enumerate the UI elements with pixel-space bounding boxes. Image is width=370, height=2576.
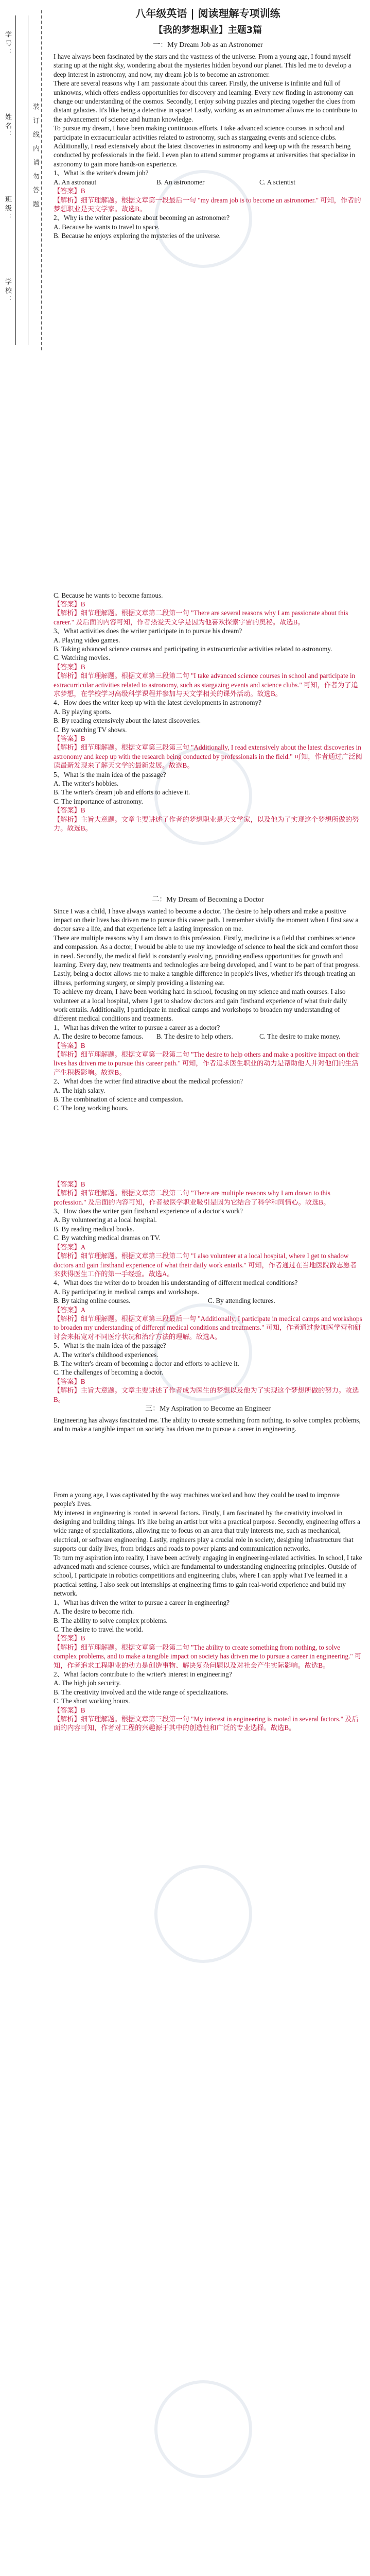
answer-line: 【答案】B: [54, 187, 85, 195]
question-text: 5、What is the main idea of the passage?: [54, 1342, 166, 1350]
options-row: [54, 178, 362, 187]
question-block: [54, 698, 362, 770]
question-text: 1、What has driven the writer to pursue a career in engineering?: [54, 1598, 230, 1606]
option-a: A. The desire to become rich.: [54, 1607, 134, 1616]
watermark-seal-icon: [154, 2380, 252, 2478]
blank-space: [54, 1434, 362, 1490]
option-c: C. The long working hours.: [54, 1104, 129, 1112]
option-b: B. The writer's dream of becoming a doctor and efforts to achieve it.: [54, 1359, 239, 1367]
option-b: B. Because he enjoys exploring the mysteries of the universe.: [54, 232, 221, 240]
answer-line: 【答案】A: [54, 1306, 86, 1314]
option-c: C. A scientist: [259, 178, 295, 186]
options-row: [54, 1032, 362, 1041]
option-a: A. The desire to become famous.: [54, 1032, 144, 1041]
option-a: A. Because he wants to travel to space.: [54, 223, 160, 231]
option-a: A. The high job security.: [54, 1679, 121, 1687]
option-c: C. By watching medical dramas on TV.: [54, 1234, 161, 1242]
school-label: 学校：: [4, 278, 12, 304]
passage-paragraph: There are multiple reasons why I am drawn to this profession. Firstly, medicine is a field that combines science and compassion. As a doctor, I would be able to use my knowledge of science to heal the sick and comfort those in need. Secondly, the medical field is constantly evolving, providing endless opportunities for growth and learning. Every day, new treatments and technologies are being developed, and I want to be part of that progress. Lastly, being a doctor allows me to make a tangible difference in people's lives, whether it's through treating an illness, performing surgery, or simply providing a listening ear.: [54, 934, 360, 987]
option-c: C. Watching movies.: [54, 654, 111, 662]
passage-text: [54, 1416, 362, 1598]
option-c: C. The desire to make money.: [259, 1032, 341, 1041]
passage-section-3: [54, 1404, 362, 1733]
option-b: B. The combination of science and compassion.: [54, 1095, 184, 1104]
option-a: A. The writer's childhood experiences.: [54, 1350, 158, 1359]
option-b: B. The ability to solve complex problems.: [54, 1616, 168, 1624]
explanation-text: 【解析】细节理解题。根据文章第一段第二句 "The ability to create something from nothing, to solve complex problems, and to make a tangible impact on society has driven me to pursue a career in engineering." 可知，作者追求工程职业的动力是创造事物、解决复杂问题以及对社会产生实际影响。故选B。: [54, 1643, 362, 1669]
question-text: 4、How does the writer keep up with the latest developments in astronomy?: [54, 699, 261, 707]
binding-strip: [0, 0, 45, 355]
passage-text: [54, 907, 362, 1023]
answer-line: 【答案】A: [54, 1243, 86, 1251]
binding-notice: 装订线内请勿答题: [32, 103, 40, 214]
option-b: B. By reading medical books.: [54, 1225, 134, 1233]
question-block: [54, 770, 362, 833]
section-heading: 三：My Aspiration to Become an Engineer: [145, 1405, 271, 1413]
explanation-text: 【解析】细节理解题。根据文章第二段第一句 "There are several reasons why I am passionate about this career." 及后面的内容可知，作者热爱天文学是因为他喜欢探索宇宙的奥秘。故选B。: [54, 609, 348, 626]
explanation-text: 【解析】细节理解题。根据文章第三段第二句 "I take advanced science courses in school and participate in extracurricular activities related to astronomy, such as stargazing events and science clubs." 可知，作者为了追求梦想，在学校学习高级科学课程并参加与天文学相关的课外活动。故选B。: [54, 672, 358, 698]
question-text: 5、What is the main idea of the passage?: [54, 770, 166, 778]
option-a: A. By playing sports.: [54, 707, 112, 716]
answer-line: 【答案】B: [54, 1634, 85, 1642]
option-b: B. By taking online courses.: [54, 1297, 131, 1305]
question-block: [54, 1670, 362, 1733]
answer-line: 【答案】B: [54, 735, 85, 743]
option-a: A. By participating in medical camps and workshops.: [54, 1287, 200, 1296]
document-title: 八年级英语 | 阅读理解专项训练: [135, 7, 280, 20]
explanation-text: 【解析】细节理解题。根据文章第一段最后一句 "my dream job is to become an astronomer." 可知，作者的梦想职业是天文学家。故选B。: [54, 196, 361, 213]
question-text: 1、What is the writer's dream job?: [54, 169, 149, 177]
passage-paragraph: Engineering has always fascinated me. The ability to create something from nothing, to solve complex problems, and to make a tangible impact on society has driven me to pursue a career in engineering.: [54, 1416, 361, 1433]
passage-section-2: [54, 895, 362, 1404]
document-body: [54, 6, 362, 1733]
explanation-text: 【解析】细节理解题。根据文章第三段第二句 "I also volunteer at a local hospital, where I get to shadow doctors and gain firsthand experience of what their daily work entails." 可知，作者通过在当地医院做志愿者来获得医生工作的第一手经验。故选A。: [54, 1252, 357, 1278]
option-c: C. By watching TV shows.: [54, 725, 127, 734]
question-block: [54, 1207, 362, 1278]
option-b: B. Taking advanced science courses and participating in extracurricular activities related to astronomy.: [54, 645, 332, 653]
passage-paragraph: To pursue my dream, I have been making continuous efforts. I take advanced science courses in school and participate in extracurricular activities related to astronomy, such as stargazing events and science clubs. Additionally, I read extensively about the latest discoveries in astronomy and keep up with the research being conducted by professionals in the field. I even plan to attend summer programs at universities that specialize in astronomy to gain more hands-on experience.: [54, 124, 355, 168]
answer-line: 【答案】B: [54, 1377, 85, 1385]
answer-line: 【答案】B: [54, 806, 85, 815]
option-b: B. By reading extensively about the latest discoveries.: [54, 717, 201, 725]
option-c: C. Because he wants to become famous.: [54, 591, 163, 599]
passage-paragraph: From a young age, I was captivated by the way machines worked and how they could be used to improve people's lives.: [54, 1490, 340, 1508]
question-block: [54, 1077, 362, 1207]
option-a: A. By volunteering at a local hospital.: [54, 1216, 157, 1224]
explanation-text: 【解析】细节理解题。根据文章第二段第二句 "There are multiple reasons why I am drawn to this profession." 及后面的内容可知，作者被医学职业吸引是因为它结合了科学和同情心。故选B。: [54, 1189, 330, 1206]
option-a: A. An astronaut: [54, 178, 97, 186]
passage-paragraph: To turn my aspiration into reality, I have been actively engaging in engineering-related activities. In school, I take advanced math and science courses, which are fundamental to understanding engineering principles. Outside of school, I participate in robotics competitions and engineering clubs, where I can apply what I've learned in a practical setting. I also seek out internships at engineering firms to gain real-world experience and build my network.: [54, 1553, 362, 1598]
option-b: B. The desire to help others.: [156, 1032, 233, 1041]
passage-paragraph: There are several reasons why I am passionate about this career. Firstly, the universe is infinite and full of unknowns, which offers endless opportunities for discovery and learning. Every new finding in astronomy can change our understanding of the cosmos. Secondly, I enjoy solving puzzles and piecing together the clues from distant galaxies. It's like being a detective in space! Lastly, working as an astronomer allows me to contribute to the advancement of science and human knowledge.: [54, 79, 357, 123]
passage-paragraph: I have always been fascinated by the stars and the vastness of the universe. From a young age, I found myself staring up at the night sky, wondering about the mysteries hidden beyond our planet. This led me to develop a deep interest in astronomy, and now, my dream job is to become an astronomer.: [54, 53, 351, 78]
option-c: C. By attending lectures.: [208, 1297, 275, 1305]
passage-paragraph: Since I was a child, I have always wanted to become a doctor. The desire to help others and make a positive impact on their lives has driven me to pursue this career path. I remember vividly the moment when I first saw a doctor save a life, and that experience left a lasting impression on me.: [54, 907, 359, 933]
options-row: [54, 1296, 362, 1305]
explanation-text: 【解析】主旨大意题。文章主要讲述了作者成为医生的梦想以及他为了实现这个梦想所做的努力。故选B。: [54, 1386, 359, 1403]
answer-line: 【答案】B: [54, 1706, 85, 1714]
blank-space: [54, 833, 362, 895]
option-c: C. The challenges of becoming a doctor.: [54, 1368, 163, 1377]
question-block: [54, 213, 362, 626]
passage-section-1: [54, 40, 362, 833]
option-a: A. The writer's hobbies.: [54, 779, 119, 788]
question-text: 3、What activities does the writer participate in to pursue his dream?: [54, 627, 242, 635]
option-a: A. The high salary.: [54, 1086, 105, 1094]
option-b: B. An astronomer: [156, 178, 205, 186]
explanation-text: 【解析】细节理解题。根据文章第三段第三句 "Additionally, I read extensively about the latest discoveries in astronomy and keep up with the research being conducted by professionals in the field." 可知，作者通过广泛阅读最新发现来了解天文学的最新发展。故选B。: [54, 743, 362, 770]
question-text: 2、Why is the writer passionate about becoming an astronomer?: [54, 214, 230, 222]
option-a: A. Playing video games.: [54, 636, 120, 644]
document-subtitle: 【我的梦想职业】主题3篇: [153, 25, 262, 36]
passage-paragraph: To achieve my dream, I have been working hard in school, focusing on my science and math courses. I also volunteer at a local hospital, where I get to shadow doctors and gain firsthand experience of what their daily work entails. Additionally, I participate in medical camps and workshops to broaden my understanding of different medical conditions and treatments.: [54, 988, 347, 1023]
option-b: B. The writer's dream job and efforts to achieve it.: [54, 788, 190, 796]
explanation-text: 【解析】细节理解题。根据文章第三段最后一句 "Additionally, I participate in medical camps and workshops to broaden my understanding of different medical conditions and treatments." 可知，作者通过参加医学营和研讨会来拓宽对不同医疗状况和治疗方法的理解。故选A。: [54, 1314, 362, 1341]
question-block: [54, 1341, 362, 1404]
question-text: 2、What does the writer find attractive about the medical profession?: [54, 1077, 243, 1086]
option-b: B. The creativity involved and the wide range of specializations.: [54, 1688, 228, 1696]
binding-dashed-line: [41, 10, 42, 350]
explanation-text: 【解析】细节理解题。根据文章第三段第一句 "My interest in engineering is rooted in several factors." 及后面的内容可知，作者对工程的兴趣源于其中的创造性和广泛的专业选择。故选B。: [54, 1715, 359, 1732]
binding-line: [15, 15, 16, 345]
answer-line: 【答案】B: [54, 663, 85, 671]
question-text: 1、What has driven the writer to pursue a career as a doctor?: [54, 1023, 220, 1031]
passage-paragraph: My interest in engineering is rooted in several factors. Firstly, I am fascinated by the creativity involved in designing and building things. It's like being an artist but with a practical purpose. Secondly, engineering offers a wide range of specializations, allowing me to focus on an area that truly interests me, such as mechanical, electrical, or software engineering. Lastly, engineers play a crucial role in society, designing infrastructure that supports our daily lives, from bridges and roads to power plants and communication networks.: [54, 1509, 361, 1553]
blank-space: [54, 241, 362, 591]
question-block: [54, 1278, 362, 1341]
question-block: [54, 1598, 362, 1670]
option-c: C. The importance of astronomy.: [54, 797, 143, 805]
option-c: C. The desire to travel the world.: [54, 1625, 144, 1633]
passage-text: [54, 52, 362, 168]
question-block: [54, 1023, 362, 1077]
question-text: 2、What factors contribute to the writer's interest in engineering?: [54, 1670, 232, 1678]
answer-line: 【答案】B: [54, 1180, 85, 1188]
explanation-text: 【解析】细节理解题。根据文章第一段第二句 "The desire to help others and make a positive impact on their lives has driven me to pursue this career path." 可知，作者追求医生职业的动力是帮助他人并对他们的生活产生积极影响。故选B。: [54, 1050, 360, 1076]
class-label: 班级：: [4, 196, 12, 222]
section-heading: 一：My Dream Job as an Astronomer: [153, 41, 263, 49]
answer-line: 【答案】B: [54, 1041, 85, 1049]
question-text: 3、How does the writer gain firsthand experience of a doctor's work?: [54, 1207, 243, 1215]
answer-line: 【答案】B: [54, 600, 85, 608]
student-id-label: 学号：: [4, 31, 12, 57]
blank-space: [54, 1113, 362, 1180]
option-c: C. The short working hours.: [54, 1697, 130, 1705]
question-block: [54, 168, 362, 213]
watermark-seal-icon: [154, 1865, 252, 1963]
question-block: [54, 626, 362, 698]
explanation-text: 【解析】主旨大意题。文章主要讲述了作者的梦想职业是天文学家，以及他为了实现这个梦想所做的努力。故选B。: [54, 815, 359, 833]
question-text: 4、What does the writer do to broaden his understanding of different medical conditions?: [54, 1279, 298, 1287]
section-heading: 二：My Dream of Becoming a Doctor: [152, 895, 264, 904]
name-label: 姓名：: [4, 113, 12, 140]
